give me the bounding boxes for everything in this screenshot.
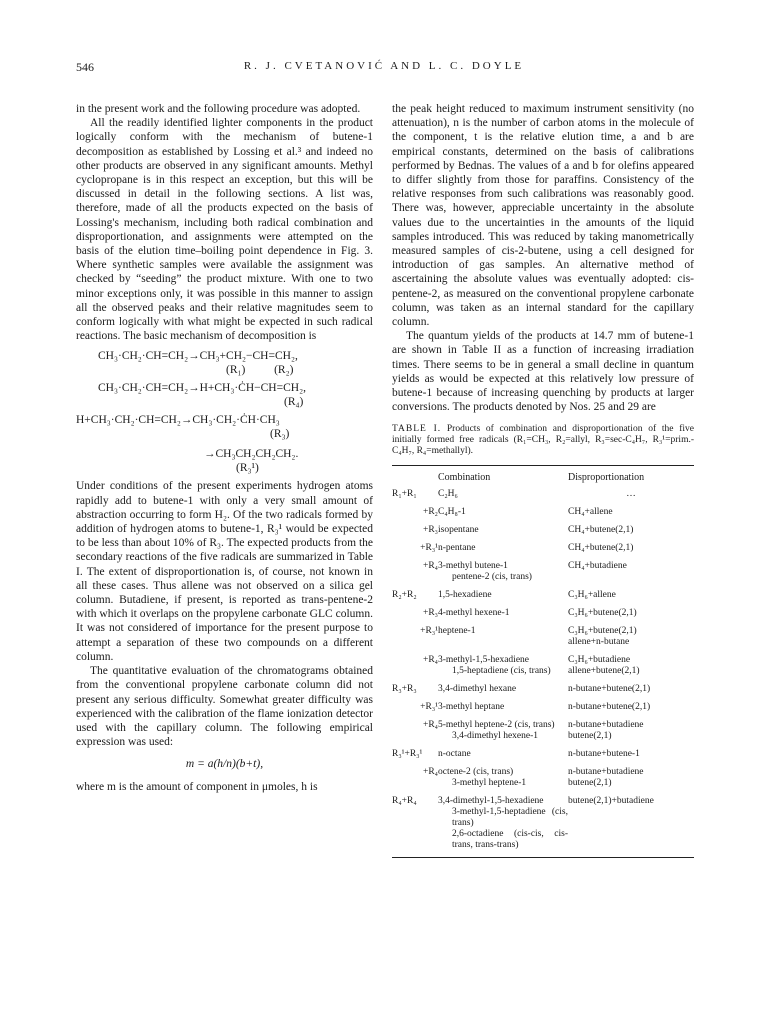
disproportionation-product: n-butane+butadiene [568, 767, 644, 778]
radical-pair-cell: +R₃ [422, 525, 438, 536]
paragraph: The quantum yields of the products at 14.7 mm of butene-1 are shown in Table II as a function of increasing irradiation times. There seems to be in general a small decline in quantum yields as would be expected at this relatively low pressure of butene-1 because of increasing quenching by products at larger conversions. The products denoted by Nos. 25 and 29 are [392, 330, 694, 414]
disproportionation-product: n-butane+butene-1 [568, 749, 640, 760]
table-row [392, 489, 694, 500]
combination-cell [438, 789, 568, 851]
combination-cell [438, 500, 568, 518]
combination-product: heptene-1 [438, 626, 476, 637]
disproportionation-product: C₃H₆+butene(2,1) [568, 608, 637, 619]
combination-product: 5-methyl heptene-2 (cis, trans) [438, 720, 555, 731]
disproportionation-product: … [626, 489, 636, 500]
combination-product: C₂H₆ [438, 489, 458, 500]
combination-cell [438, 619, 568, 648]
disproportionation-product: n-butane+butene(2,1) [568, 684, 651, 695]
radical-pair-cell: +R₃ [422, 608, 438, 619]
formula: m = a(h/n)(b+t), [185, 758, 264, 771]
running-head: R. J. CVETANOVIĆ AND L. C. DOYLE [243, 60, 525, 72]
combination-product: 1,5-hexadiene [438, 590, 492, 601]
combination-product: 2,6-octadiene (cis-cis, cis-trans, trans-trans) [452, 829, 568, 851]
combination-cell [438, 677, 568, 695]
equation: CH₃·CH₂·CH=CH₂→CH₃+CH₂−CH=CH₂, [98, 350, 298, 363]
combination-cell [438, 760, 568, 789]
equation-label: (R₃¹) [236, 462, 259, 475]
disproportionation-cell [568, 536, 694, 554]
disproportionation-product: butene(2,1) [568, 778, 612, 789]
radical-pair-cell: R₁+R₁ [392, 489, 417, 500]
table-row [392, 601, 694, 619]
radical-pair-cell: R₃¹+R₃¹ [392, 749, 423, 760]
paragraph: in the present work and the following procedure was adopted. [76, 103, 361, 115]
disproportionation-product: butene(2,1)+butadiene [568, 796, 654, 807]
combination-product: 4-methyl hexene-1 [438, 608, 510, 619]
equation-label: (R₄) [284, 396, 304, 409]
combination-product: pentene-2 (cis, trans) [452, 572, 532, 583]
combination-product: isopentane [438, 525, 479, 536]
disproportionation-cell [568, 742, 694, 760]
table-row [392, 554, 694, 583]
equation-label: (R₁) (R₂) [226, 364, 294, 377]
radical-pair-cell: R₂+R₂ [392, 590, 417, 601]
table-label: TABLE I. [392, 424, 442, 435]
table-row [392, 760, 694, 789]
radical-pair-cell: R₄+R₄ [392, 796, 417, 807]
disproportionation-cell [568, 760, 694, 789]
table-row [392, 677, 694, 695]
disproportionation-cell [568, 601, 694, 619]
disproportionation-cell [568, 695, 694, 713]
disproportionation-cell [568, 713, 694, 742]
combination-product: 3-methyl butene-1 [438, 561, 508, 572]
page-number: 546 [76, 60, 94, 74]
equation: →CH₃CH₂CH₂CH₂. [204, 448, 299, 461]
table-caption [392, 424, 694, 457]
radical-pair-cell: +R₂ [422, 507, 438, 518]
combination-product: 3-methyl heptene-1 [452, 778, 527, 789]
radical-pair-cell: +R₃¹ [420, 626, 438, 637]
combination-cell [438, 489, 568, 500]
equation: CH₃·CH₂·CH=CH₂→H+CH₃·ĊH−CH=CH₂, [98, 382, 306, 395]
radical-pair-cell: +R₃¹ [420, 543, 438, 554]
disproportionation-product: allene+butene(2,1) [568, 666, 640, 677]
table-caption-text: Products of combination and disproportionation of the five initially formed free radicals (R₁=CH₃, R₂=allyl, R₃=sec-C₄H₇, R₃¹=prim.-C₄H₇, R₄=methallyl). [392, 424, 694, 457]
combination-product: 3,4-dimethyl-1,5-hexadiene [438, 796, 544, 807]
paragraph: Under conditions of the present experiments hydrogen atoms rapidly add to butene-1 with only a very small amount of abstraction occurring to form H₂. Of the two radicals formed by addition of hydrogen atoms to butene-1, R₃¹ would be expected to be less than about 10% of R₃. The expected products from the secondary reactions of the five radicals are summarized in Table I. The extent of disproportionation is, of course, not known in all these cases. Thus allene was not observed on a silica gel column. Butadiene, if present, is reported as trans-pentene-2 with which it overlaps on the propylene carbonate GLC column. It was not considered of importance for the present purpose to attempt a separation of these two compounds on a different column. [76, 480, 373, 663]
table-row [392, 742, 694, 760]
disproportionation-cell [568, 518, 694, 536]
combination-product: 3-methyl heptane [438, 702, 505, 713]
disproportionation-product: CH₄+butene(2,1) [568, 543, 634, 554]
page-header [76, 60, 692, 80]
disproportionation-product: butene(2,1) [568, 731, 612, 742]
combination-cell [438, 695, 568, 713]
disproportionation-cell [568, 489, 694, 500]
radical-pair-cell: R₃+R₃ [392, 684, 417, 695]
equation: H+CH₃·CH₂·CH=CH₂→CH₃·CH₂·ĊH·CH₃ [76, 414, 280, 427]
combination-cell [438, 742, 568, 760]
disproportionation-product: CH₄+butene(2,1) [568, 525, 634, 536]
combination-product: n-pentane [438, 543, 476, 554]
disproportionation-cell [568, 554, 694, 583]
paragraph: the peak height reduced to maximum instrument sensitivity (no attenuation), n is the number of carbon atoms in the molecule of the component, t is the relative elution time, a and b are empirical constants, determined on the basis of calibrations performed by Bednas. The values of a and b for olefins appeared to differ slightly from those for paraffins. Consistency of the relative responses from such calibrations was reasonably good. There was, however, appreciable uncertainty in the absolute values due to the uncertainties in the amounts of the liquid samples introduced. This was reduced by taking manometrically measured samples of cis-2-butene, using a cell designed for introduction of gas samples. An alternative method of ascertaining the absolute values was eventually adopted: cis-pentene-2, as measured on the conventional propylene carbonate column, was taken as an internal standard for the capillary column. [392, 103, 694, 329]
table-row [392, 536, 694, 554]
combination-cell [438, 554, 568, 583]
disproportionation-product: n-butane+butadiene [568, 720, 644, 731]
disproportionation-product: CH₄+butadiene [568, 561, 627, 572]
column-header-combination: Combination [438, 472, 491, 484]
disproportionation-cell [568, 500, 694, 518]
disproportionation-product: C₃H₆+butadiene [568, 655, 631, 666]
combination-cell [438, 536, 568, 554]
radical-pair-cell: +R₄ [422, 561, 438, 572]
table-row [392, 789, 694, 851]
table-row [392, 500, 694, 518]
combination-cell [438, 713, 568, 742]
radical-pair-cell: +R₄ [422, 655, 438, 666]
disproportionation-product: n-butane+butene(2,1) [568, 702, 651, 713]
disproportionation-product: CH₄+allene [568, 507, 613, 518]
combination-product: C₄H₈-1 [438, 507, 466, 518]
radical-pair-cell: +R₃¹ [420, 702, 438, 713]
reaction-scheme [76, 349, 373, 475]
disproportionation-cell [568, 677, 694, 695]
table-row [392, 518, 694, 536]
paragraph: The quantitative evaluation of the chromatograms obtained from the conventional propylene carbonate column did not present any serious difficulty. Somewhat greater difficulty was experienced with the calibration of the flame ionization detector used with the capillary column. The following empirical expression was used: [76, 665, 373, 749]
disproportionation-cell [568, 789, 694, 851]
table-row [392, 648, 694, 677]
disproportionation-product: allene+n-butane [568, 637, 630, 648]
table-row [392, 695, 694, 713]
combination-cell [438, 648, 568, 677]
paragraph: where m is the amount of component in μmoles, h is [76, 780, 318, 793]
combination-product: n-octane [438, 749, 471, 760]
radical-pair-cell: +R₄ [422, 767, 438, 778]
paragraph: All the readily identified lighter components in the product logically conform with the mechanism of butene-1 decomposition as established by Lossing et al.³ and indeed no other products are observed in any significant amounts. Methyl cyclopropane is in this respect an exception, but this will be discussed in detail in the following sections. A list was, therefore, made of all the products expected on the basis of Lossing's mechanism, including both radical combination and disproportionation, and assignments were attempted on the basis of the elution time–boiling point dependence in Fig. 3. Where synthetic samples were available the assignment was checked by “seeding” the product mixture. With one to two minor exceptions only, it was possible in this manner to assign all the observed peaks and their relative magnitudes seem to conform logically with what might be expected in such radical reactions. The basic mechanism of decomposition is [76, 117, 373, 343]
left-column [76, 102, 373, 794]
disproportionation-cell [568, 648, 694, 677]
combination-product: 3,4-dimethyl hexene-1 [452, 731, 539, 742]
table-rule [392, 857, 694, 858]
combination-product: 3-methyl-1,5-hexadiene [438, 655, 530, 666]
disproportionation-product: C₃H₆+allene [568, 590, 616, 601]
disproportionation-product: C₃H₆+butene(2,1) [568, 626, 637, 637]
combination-product: 3,4-dimethyl hexane [438, 684, 517, 695]
combination-cell [438, 518, 568, 536]
combination-product: octene-2 (cis, trans) [438, 767, 514, 778]
equation-label: (R₃) [270, 428, 290, 441]
table-row [392, 713, 694, 742]
column-header-disproportionation: Disproportionation [568, 472, 645, 484]
combination-product: 3-methyl-1,5-heptadiene (cis, trans) [452, 807, 568, 829]
disproportionation-cell [568, 619, 694, 648]
combination-cell [438, 601, 568, 619]
disproportionation-cell [568, 583, 694, 601]
table-row [392, 619, 694, 648]
products-table [392, 466, 694, 851]
right-column [392, 102, 694, 858]
combination-cell [438, 583, 568, 601]
radical-pair-cell: +R₄ [422, 720, 438, 731]
table-row [392, 583, 694, 601]
combination-product: 1,5-heptadiene (cis, trans) [452, 666, 551, 677]
